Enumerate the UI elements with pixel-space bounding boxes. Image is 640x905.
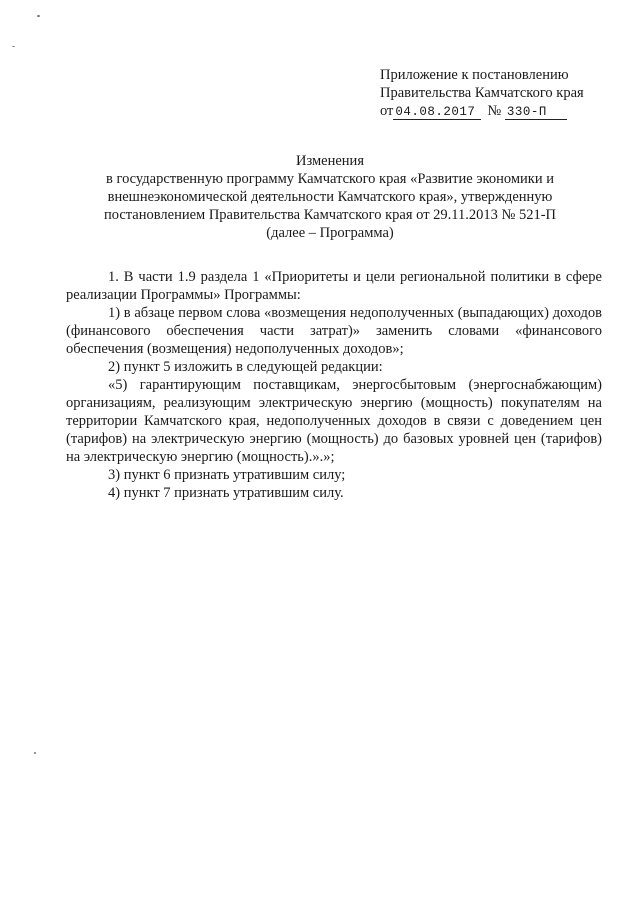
document-body <box>66 268 602 502</box>
title-heading: Изменения <box>296 153 364 169</box>
title-line-4: постановлением Правительства Камчатского края от 29.11.2013 № 521-П <box>103 207 557 223</box>
paragraph-quoted-point-5: «5) гарантирующим поставщикам, энергосбытовым (энергоснабжающим) организациям, реализующим электрическую энергию (мощность) покупателям на территории Камчатского края, недополученных доходов в связи с доведением цен (тарифов) на электрическую энергию (мощность) до базовых уровней цен (тарифов) на электрическую энергию (мощность).».»; <box>66 377 602 465</box>
appendix-line-1: Приложение к постановлению <box>380 67 569 83</box>
title-line-5: (далее – Программа) <box>266 225 394 241</box>
title-line-3: внешнеэкономической деятельности Камчатского края», утвержденную <box>107 189 553 205</box>
document-title <box>60 152 600 242</box>
date-prefix: от <box>380 103 394 119</box>
paragraph-subitem-4: 4) пункт 7 признать утратившим силу. <box>108 485 344 501</box>
scan-speck <box>37 15 40 17</box>
number-label: № <box>487 103 502 119</box>
resolution-number: 330-П <box>505 105 567 120</box>
paragraph-subitem-1: 1) в абзаце первом слова «возмещения недополученных (выпадающих) доходов (финансового обеспечения части затрат)» заменить словами «финансового обеспечения (возмещения) недополученных доходов»; <box>66 305 602 357</box>
scan-speck <box>34 752 36 754</box>
paragraph-subitem-3: 3) пункт 6 признать утратившим силу; <box>108 467 346 483</box>
appendix-header <box>380 66 620 120</box>
appendix-line-2: Правительства Камчатского края <box>380 85 584 101</box>
scan-speck <box>12 46 15 47</box>
paragraph-subitem-2: 2) пункт 5 изложить в следующей редакции: <box>108 359 383 375</box>
paragraph-item-1: 1. В части 1.9 раздела 1 «Приоритеты и цели региональной политики в сфере реализации Программы» Программы: <box>66 269 602 303</box>
resolution-date: 04.08.2017 <box>393 105 481 120</box>
appendix-date-row <box>380 102 620 120</box>
title-line-2: в государственную программу Камчатского края «Развитие экономики и <box>106 171 554 187</box>
